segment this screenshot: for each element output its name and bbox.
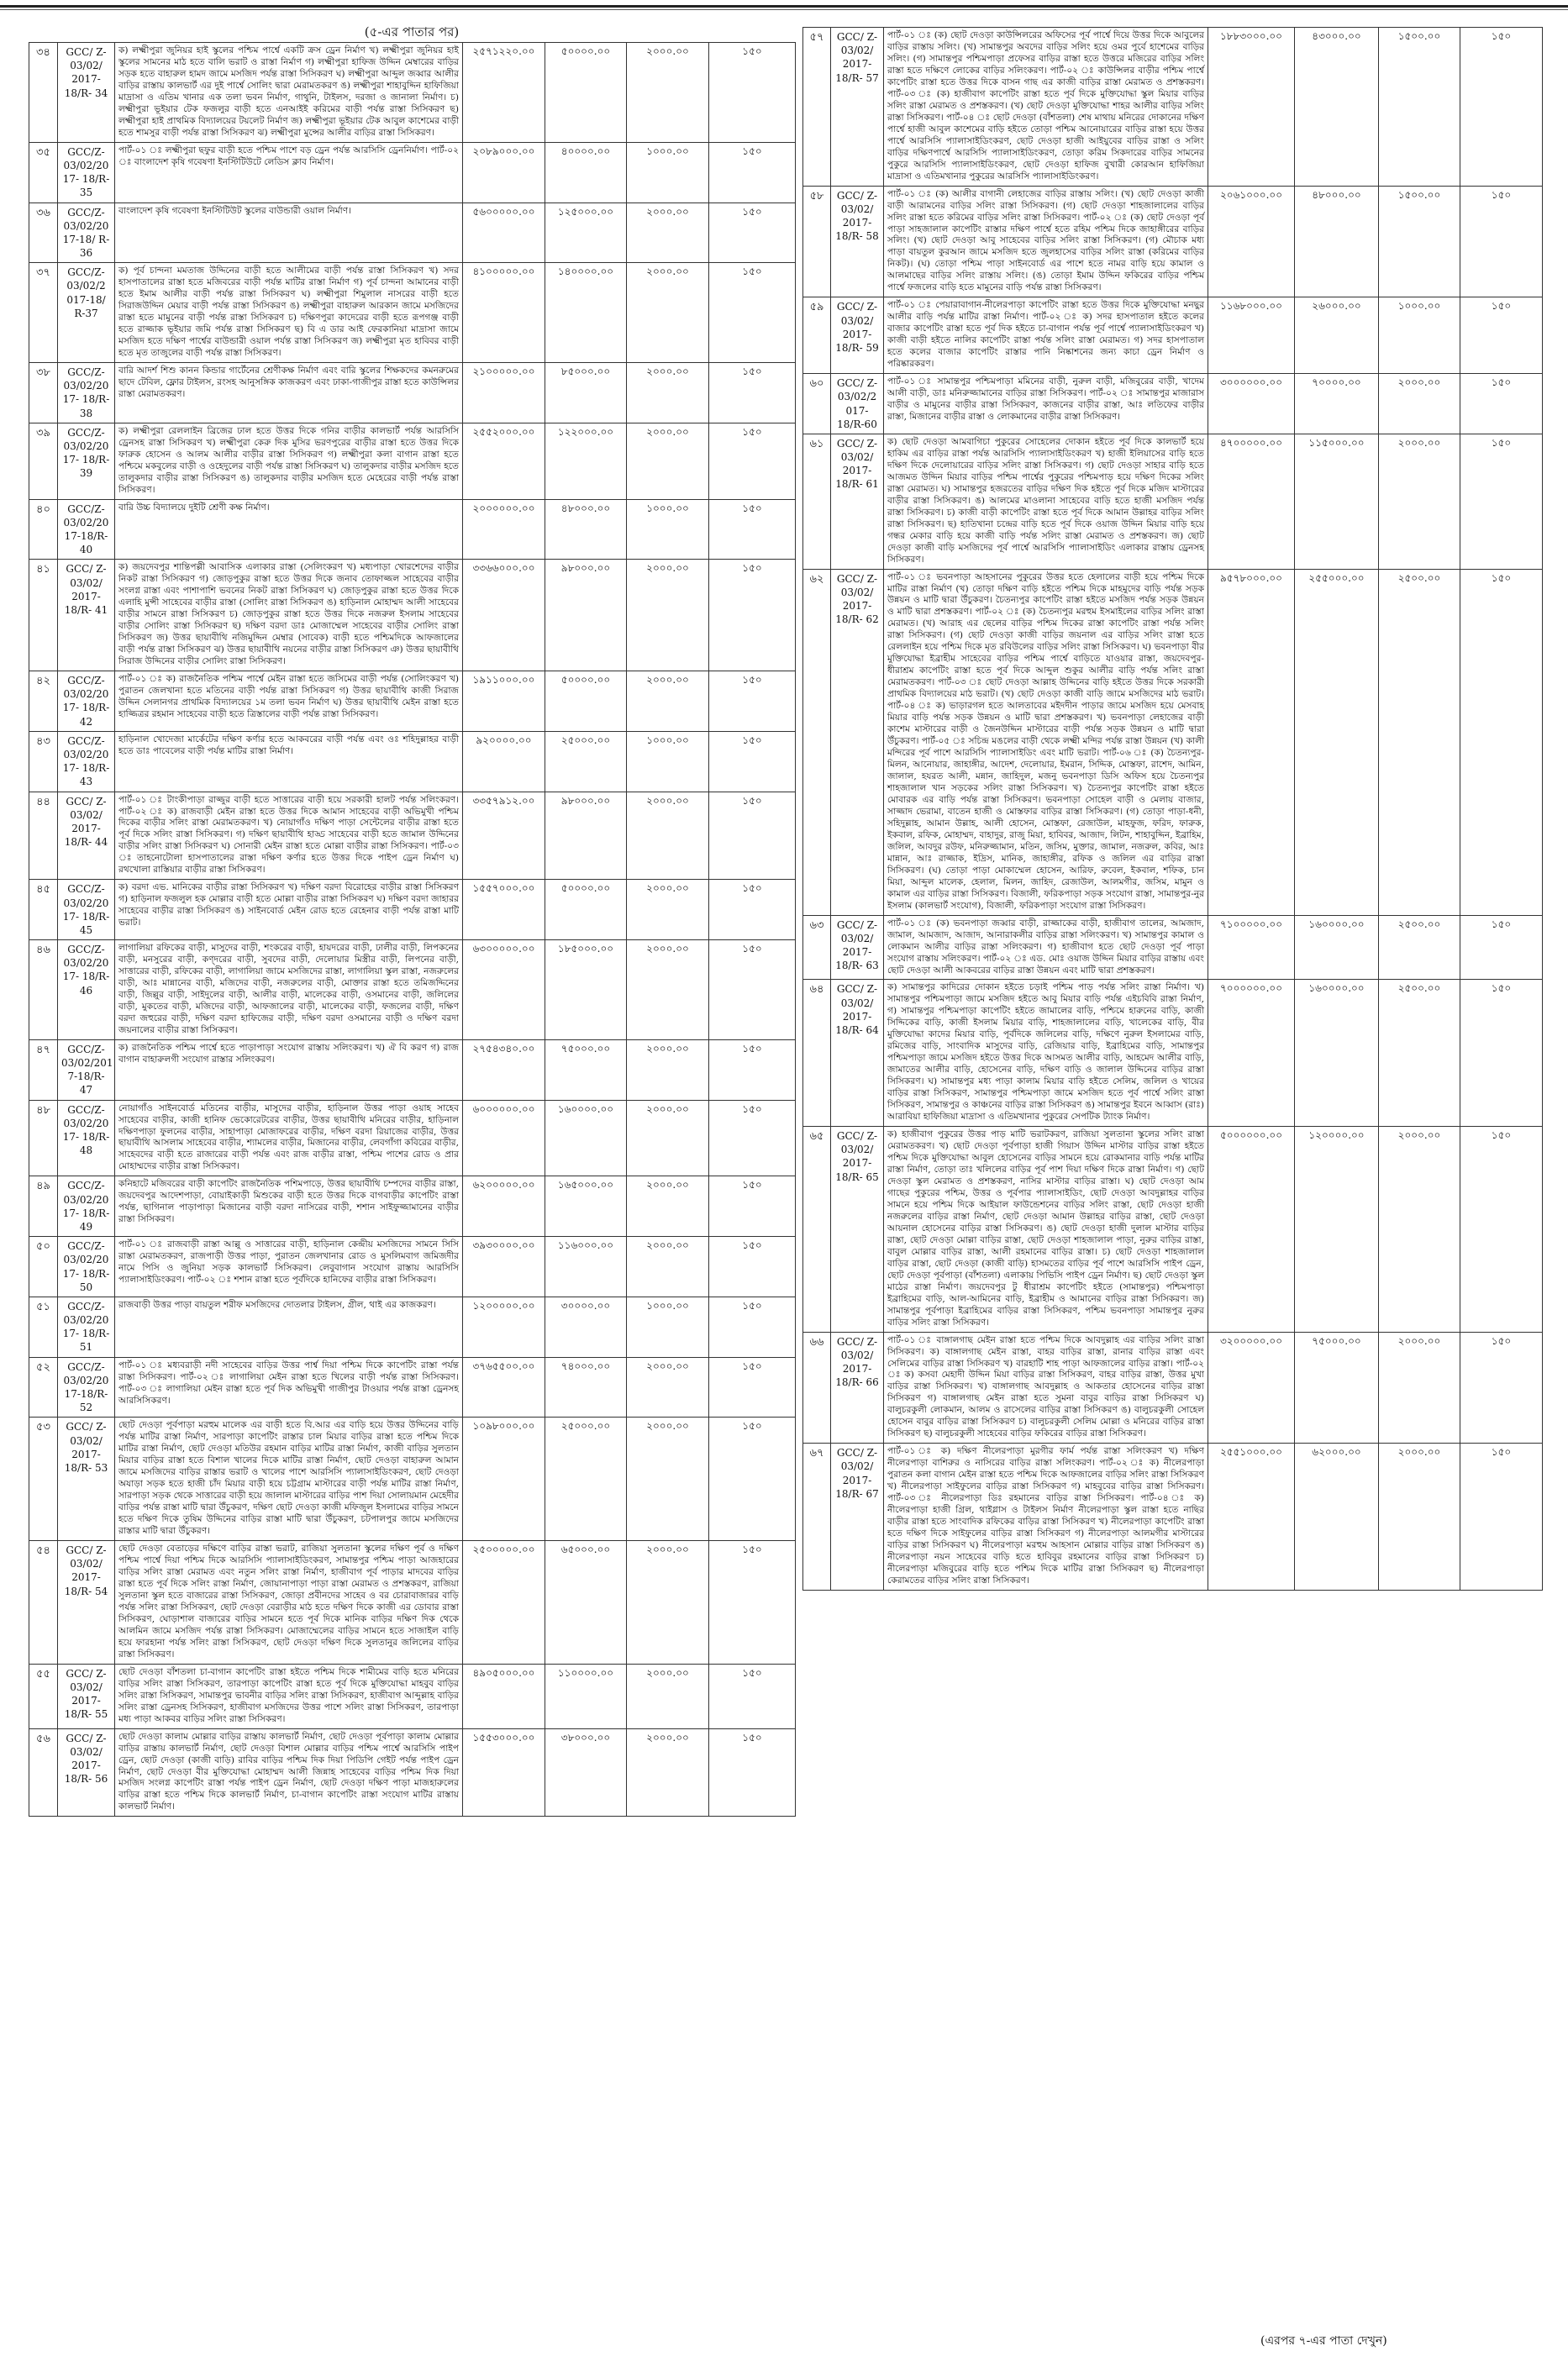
row-number: ৪১ [29, 560, 58, 671]
work-description: পার্ট-০১ ঃ মধ্যবরাড়ী নদী সাহেবের বাড়ির উত্তর পার্শ্ব দিয়া পশ্চিম দিকে কাপেটিং রাস্তা পর্যন্ত রাস্তা সিসিকরণ। পার্ট-০২ ঃ লাগালিয়া মেইন রাস্তা হতে খিলের বাড়ী পর্যন্ত রাস্তা সিসিকরণ। পার্ট-০৩ ঃ লাগালিয়া মেইন রাস্তা হতে পূর্ব দিক অভিমুখী গাজীপুর টাওয়ার পর্যন্ত রাস্তা ড্রেনসহ আরসিসিকরণ। [115, 1357, 463, 1418]
package-code: GCC/Z- 03/02/20 17- 18/R-38 [58, 363, 115, 423]
document-price: ২০০০.০০ [627, 792, 709, 880]
package-code: GCC/ Z- 03/02/ 2017- 18/R- 55 [58, 1664, 115, 1728]
package-code: GCC/Z- 03/02/20 17- 18/R-43 [58, 731, 115, 792]
document-price: ১০০০.০০ [627, 499, 709, 560]
table-row [29, 1541, 796, 1665]
estimated-cost: ৩৯৩০০০০.০০ [463, 1237, 545, 1297]
estimated-cost: ২৫৫১০০০.০০ [1208, 1444, 1295, 1591]
tender-security: ৯৮০০০.০০ [545, 792, 627, 880]
completion-days: ১৫০ [1460, 1444, 1543, 1591]
work-description: বারি আদর্শ শিশু কানন কিন্ডার গার্টেনের শ্রেণীকক্ষ নির্মাণ এবং বারি স্কুলের শিক্ষকদের কমনরুমের ছাদে টেবিল, ফ্লোর টাইলস, রংসহ আনুসঙ্গিক কাজকরণ এবং ঢাকা-গাজীপুর রাস্তা হতে কাউন্সিলর রাস্তা মেরামতকরণ। [115, 363, 463, 423]
tender-table-left [29, 42, 796, 1817]
tender-security: ৫০০০০.০০ [545, 43, 627, 143]
row-number: ৫৯ [803, 297, 831, 374]
package-code: GCC/Z- 03/02/201 7-18/R-47 [58, 1039, 115, 1100]
tender-security: ৩৮০০০.০০ [545, 1728, 627, 1817]
table-row [29, 792, 796, 880]
tender-security: ১২৫০০০.০০ [545, 203, 627, 263]
tender-security: ৭৫০০০.০০ [1295, 1332, 1379, 1444]
estimated-cost: ৩৩৫৭৯১২.০০ [463, 792, 545, 880]
work-description: ছোট দেওড়া বাঁশতলা চা-বাগান কাপেটিং রাস্তা হইতে পশ্চিম দিকে শামীমের বাড়ি হতে মনিরের বাড়ির সলিং রাস্তা সিসিকরণ, তারপাড়া কাপেটিং রাস্তা হতে পূর্ব দিকে মুক্তিযোদ্ধা মাহবুব বাড়ির সলিং রাস্তা সিসিকরণ, সামান্তপুর ভাবনীর বাড়ির সলিং রাস্তা সিসিকরণ, হাজীবাগ আব্দুল্লাহ বাড়ির সলিং রাস্তা ড্রেনসহ সিসিকরণ, হাজীবাগ মসজিদের উত্তর পাশে সলিং রাস্তা সিসিকরণ, তারপাড়া মধ্য পাড়া আকবর বাড়ির সলিং রাস্তা সিসিকরণ। [115, 1664, 463, 1728]
work-description: ক) সামান্তপুর কাদিরের দোকান হইতে চড়াই পশ্চিম পাড় পর্যন্ত সলিং রাস্তা নির্মাণ। খ) সামান্তপুর পশ্চিমপাড়া জামে মসজিদ হইতে আবু মিয়ার বাড়ি পর্যন্ত এইচবিবি রাস্তা নির্মাণ, গ) সামান্তপুর পশ্চিমপাড়া কাপেটিং হইতে জামালের বাড়ি, পশ্চিমে হারুনের বাড়ি, কাজী সিদ্দিকের বাড়ি, কাজী ইসলাম মিয়ার বাড়ি, শাহজালালের বাড়ি, খালেকের বাড়ি, বীর মুক্তিযোদ্ধা কাদের মিয়ার বাড়ি, পূর্বদিকে জলিলের বাড়ি, দক্ষিণে নুরুল ইসলামের বাড়ি, রমিজের বাড়ি, সাংবাদিক মাসুদের বাড়ি, রেজিয়ার বাড়ি, ইব্রাহিমের বাড়ি, সামান্তপুর পশ্চিমপাড়া জামে মসজিদ হইতে উত্তর দিকে আসমত আলীর বাড়ি, আহমেদ আলীর বাড়ি, জামাতের আলীর বাড়ি, হোসেনের বাড়ি, দক্ষিণ বাড়ি ও জালাল উদ্দিনের বাড়ির রাস্তা সিসিকরণ। ঘ) সামান্তপুর মধ্য পাড়া কালাম মিয়ার বাড়ি হইতে সেলিম, জলিল ও খায়ের বাড়ির রাস্তা সিসিকরণ, সামান্তপুর পশ্চিমপাড়া জামে মসজিদ হতে পূর্ব পার্শ্বে সলিং রাস্তা সিসিকরণ, সামান্তপুর ও কাঞ্চনের বাড়ির রাস্তা সিসিকরণ ঙ) সামান্তপুর ইবনে আব্বাস (রাঃ) আরাবিয়া হাফিজিয়া মাদ্রাসা ও এতিমখানার পুকুরের সেপটিক ট্যাংক নির্মাণ। [884, 980, 1208, 1127]
work-description: ক) লক্ষ্মীপুরা রেললাইন ব্রিজের ঢাল হতে উত্তর দিকে গনির বাড়ীর কালভার্ট পর্যন্ত আরসিসি ড্রেনসহ রাস্তা সিসিকরণ খ) লক্ষ্মীপুরা কেরু দিক মুসির ভরণপুরের বাড়ীর রাস্তা হতে উত্তর দিকে ফারুক হোসেন ও আলম আলীর বাড়ীর রাস্তা সিসিকরণ গ) লক্ষ্মীপুরা কলা বাগান রাস্তা হতে পশ্চিমে মকবুলের বাড়ী ও ওহেদুলের বাড়ী পর্যন্ত রাস্তা সিসিকরণ ঘ) তালুকদার বাড়ীর মসজিদ হতে তালুকদার বাড়ীর রাস্তা সিসিকরণ ঙ) তালুকদার বাড়ীর মসজিদ হতে মেহেরের বাড়ী পর্যন্ত রাস্তা সিসিকরণ। [115, 423, 463, 499]
estimated-cost: ৪৯০৫০০০.০০ [463, 1664, 545, 1728]
row-number: ৬০ [803, 374, 831, 434]
package-code: GCC/Z- 03/02/20 17- 18/R-48 [58, 1100, 115, 1176]
table-row [803, 297, 1543, 374]
completion-days: ১৫০ [709, 671, 796, 732]
row-number: ৩৬ [29, 203, 58, 263]
table-row [803, 569, 1543, 915]
package-code: GCC/ Z- 03/02/ 2017- 18/R- 54 [58, 1541, 115, 1665]
estimated-cost: ৭০০০০০০.০০ [1208, 980, 1295, 1127]
work-description: ক) রাজনৈতিক পশ্চিম পার্শ্বে হতে পাড়াপাড়া সংযোগ রাস্তায় সলিংকরণ। খ) ঐ বি করণ গ) রাজ বাগান বাহারুলগী সংযোগ রাস্তার সলিংকরণ। [115, 1039, 463, 1100]
tender-security: ২৫৫০০০.০০ [1295, 569, 1379, 915]
tender-security: ১১৬০০০.০০ [545, 1237, 627, 1297]
document-price: ২০০০.০০ [627, 940, 709, 1040]
document-price: ১০০০.০০ [627, 1297, 709, 1357]
estimated-cost: ৪৭০০০০০.০০ [1208, 434, 1295, 569]
completion-days: ১৫০ [709, 1357, 796, 1418]
work-description: পার্ট-০১ ঃ সামান্তপুর পশ্চিমপাড়া মমিনের বাড়ী, নুরুল বাড়ী, মজিবুরের বাড়ী, খাদেম আলী বাড়ী, ডাঃ মনিরুজ্জামানের বাড়ির রাস্তা সিসিকরণ। পার্ট-০২ ঃ সামান্তপুর মাজারাস বাড়ীর ও মামুনের বাড়ীর রাস্তা সিসিকরণ, কাজনের বাড়ীর রাস্তা, আঃ লতিফের বাড়ীর রাস্তা, মিজানের বাড়ীর রাস্তা ও লোকমানের বাড়ীর রাস্তা সিসিকরণ। [884, 374, 1208, 434]
row-number: ৬২ [803, 569, 831, 915]
row-number: ৪২ [29, 671, 58, 732]
completion-days: ১৫০ [709, 423, 796, 499]
document-price: ১০০০.০০ [1379, 297, 1460, 374]
table-row [29, 1297, 796, 1357]
document-price: ২০০০.০০ [627, 203, 709, 263]
estimated-cost: ২৫০০০০০.০০ [463, 1541, 545, 1665]
completion-days: ১৫০ [1460, 915, 1543, 980]
work-description: ক) লক্ষ্মীপুরা জুনিয়র হাই স্কুলের পশ্চিম পার্শ্বে একটি ক্রস ড্রেন নির্মাণ খ) লক্ষ্মীপুরা জুনিয়র হাই স্কুলের সামনের মাঠ হতে বালি ভরাট ও রাস্তা নির্মাণ গ) লক্ষ্মীপুরা হাফিজ উদ্দিন মেম্বারের বাড়ির সড়ক হতে বাহারুল হামদ জামে মসজিদ পর্যন্ত রাস্তা সিসিকরণ ঘ) লক্ষ্মীপুরা আব্দুল জব্বার আলীর বাড়ির রাস্তায় কালভার্ট এর দুই পার্শ্বে সোলিং দ্বারা মেরামতকরণ ঙ) লক্ষ্মীপুরা শাহাবুদ্দিন হাফিজিয়া মাদ্রাসা ও এতিম খানার এক তলা ভবন নির্মাণ, গাথুনি, টাইলস, দরজা ও জানালা নির্মাণ। চ) লক্ষ্মীপুরা ভূইয়ার টেক ফজলুর বাড়ী হতে এনআইই করিমের বাড়ী পর্যন্ত রাস্তা সিসিকরণ ছ) লক্ষ্মীপুরা হাই প্রাথমিক বিদ্যালয়ের টয়লেট নির্মাণ জ) লক্ষ্মীপুরা ভূইয়ার টেক আবুল কাশেমের বাড়ী হতে শামসুর বাড়ী পর্যন্ত রাস্তা সিসিকরণ ঝ) লক্ষ্মীপুরা মুন্সের আলীর বাড়ির রাস্তা সিসিকরণ। [115, 43, 463, 143]
package-code: GCC/Z- 03/02/20 17- 18/R-42 [58, 671, 115, 732]
completion-days: ১৫০ [709, 263, 796, 363]
table-row [803, 1444, 1543, 1591]
completion-days: ১৫০ [709, 731, 796, 792]
table-row [29, 1176, 796, 1237]
table-row [29, 1100, 796, 1176]
work-description: পার্ট-০১ ঃ টাংকীপাড়া রাজ্জুর বাড়ী হতে সাত্তারের বাড়ী হয়ে সরকারী হালট পর্যন্ত সলিংকরণ। পার্ট-০২ ঃ ক) রাজবাড়ী মেইন রাস্তা হতে উত্তর দিকে আমান সাহেবের বাড়ী অভিমুখী পশ্চিম দিকের বাড়ীর সলিং রাস্তা মেরামতকরণ। খ) নোয়াগাঁও দক্ষিণ পাড়া সেন্টেলের বাড়ীর রাস্তা হতে পূর্ব দিকে সলিং রাস্তা সিসিকরণ। গ) দক্ষিণ ছায়াবীথি হাড্ড সাহেবের বাড়ী হতে জামাল উদ্দিনের বাড়ীর সলিং রাস্তা সিসিকরণ ঘ) সোনারী মেইন রাস্তা হতে মোল্লা বাড়ীর রাস্তা সিসিকরণ। পার্ট-০৩ ঃ তাহনোটোলা হাসপাতালের রাস্তা দক্ষিণ কর্ণার হতে উত্তর দিকে পাইপ ড্রেন নির্মাণ ঘ) রথখোলা রাস্তিয়ার বাড়ীর রাস্তা সিসিকরণ। [115, 792, 463, 880]
row-number: ৫৩ [29, 1418, 58, 1541]
tender-security: ১৪০০০০.০০ [545, 263, 627, 363]
table-row [29, 499, 796, 560]
completion-days: ১৫০ [1460, 1127, 1543, 1332]
row-number: ৩৮ [29, 363, 58, 423]
document-price: ২০০০.০০ [1379, 1332, 1460, 1444]
work-description: ক) পূর্ব চান্দনা মমতাজ উদ্দিনের বাড়ী হতে আলীমের বাড়ী পর্যন্ত রাস্তা সিসিকরণ খ) সদর হাসপাতালের রাস্তা হতে মজিবরের বাড়ী পর্যন্ত মাটির রাস্তা নির্মাণ গ) পূর্ব চান্দনা আমানের বাড়ী হতে ইমাম আলীর বাড়ী পর্যন্ত রাস্তা সিসিকরণ ঘ) লক্ষ্মীপুরা শিমুলাল নাসরের বাড়ী হতে সিরাজউদ্দিন মেয়ার বাড়ী পর্যন্ত রাস্তা সিসিকরণ ঙ) লক্ষ্মীপুরা বাহারুল আরকান জামে মসজিদের রাস্তা হতে মামুনের বাড়ী পর্যন্ত রাস্তা সিসিকরণ চ) দক্ষিণপুরা কাদেরের বাড়ী হতে রূপগঞ্জ বাড়ী হতে রাজ্জাক ভূইয়ার জমি পর্যন্ত রাস্তা সিসিকরণ ছ) বি এ ডার আই ফেরকানিয়া মাদ্রাসা জামে মসজিদ হতে দক্ষিণ পার্শ্বের বাউন্ডারী ওয়াল পর্যন্ত রাস্তা সিসিকরণ জ) লক্ষ্মীপুরা মৃত হাবিবর বাড়ী হতে মৃত তাজুলের বাড়ী পর্যন্ত রাস্তা সিসিকরণ। [115, 263, 463, 363]
tender-table-right-body [803, 28, 1543, 1591]
work-description: পার্ট-০১ ঃ লক্ষ্মীপুরা ছফুর বাড়ী হতে পশ্চিম পাশে বড় ড্রেন পর্যন্ত আরসিসি ড্রেননির্মাণ। পার্ট-০২ ঃ বাংলাদেশ কৃষি গবেষণা ইনস্টিটিউটে লেডিস ক্লাব নির্মাণ। [115, 142, 463, 203]
document-price: ২০০০.০০ [627, 363, 709, 423]
estimated-cost: ৫০০০০০০.০০ [1208, 1127, 1295, 1332]
row-number: ৩৪ [29, 43, 58, 143]
estimated-cost: ২০৮৯০০০.০০ [463, 142, 545, 203]
tender-security: ৮৫০০০.০০ [545, 363, 627, 423]
work-description: পার্ট-০১ ঃ বাঙ্গালগাছ মেইন রাস্তা হতে পশ্চিম দিকে আবদুল্লাহ এর বাড়ির সলিং রাস্তা সিসিকরণ। ক) বাঙ্গালগাছ মেইন রাস্তা, বাহর বাড়ির রাস্তা, রানার বাড়ির রাস্তা এবং সেলিমের বাড়ির রাস্তা সিসিকরণ খ) বারহাটি শাহ পাড়া আফজালের বাড়ির রাস্তা। পার্ট-০২ ঃ ক) কসবা মেহাদী উদ্দিন মিয়া বাড়ির রাস্তা সিসিকরণ, বাহর বাড়ির রাস্তা, উত্তর মুখা বাড়ির রাস্তা সিসিকরণ। খ) বাঙ্গালগাছ আবদুল্লাহ ও আকতার হোসেনের বাড়ির রাস্তা সিসিকরণ গ) বাঙ্গালগাছ মেইন রাস্তা হতে সুমনা বাবুর বাড়ির রাস্তা সিসিকরণ ঘ) বালুচরকুলী লোকমান, আলম ও রাসেলের বাড়ির রাস্তা সিসিকরণ ঙ) বালুচরকুলী সোহেল হোসেন বাবুর বাড়ির রাস্তা সিসিকরণ চ) বালুচরকুলী সেলিম মোল্লা ও মনিরের বাড়ির রাস্তা সিসিকরণ ছ) বালুচরকুলী সাহেবের বাড়ির ফকিরের বাড়ির রাস্তা সিসিকরণ। [884, 1332, 1208, 1444]
estimated-cost: ৯২০০০০.০০ [463, 731, 545, 792]
tender-security: ১৬০০০০.০০ [1295, 915, 1379, 980]
tender-security: ৯৮০০০.০০ [545, 560, 627, 671]
row-number: ৪৫ [29, 880, 58, 940]
row-number: ৬১ [803, 434, 831, 569]
tender-security: ২৫০০০.০০ [545, 1418, 627, 1541]
document-price: ২০০০.০০ [1379, 1444, 1460, 1591]
package-code: GCC/ Z- 03/02/ 2017- 18/R- 61 [831, 434, 884, 569]
completion-days: ১৫০ [1460, 28, 1543, 187]
package-code: GCC/ Z- 03/02/ 2017- 18/R- 64 [831, 980, 884, 1127]
estimated-cost: ১১৬৮০০০.০০ [1208, 297, 1295, 374]
package-code: GCC/ Z- 03/02/ 2017- 18/R- 57 [831, 28, 884, 187]
estimated-cost: ৬৩০০০০০.০০ [463, 940, 545, 1040]
package-code: GCC/ Z- 03/02/ 2017- 18/R- 41 [58, 560, 115, 671]
row-number: ৫৭ [803, 28, 831, 187]
work-description: রাজবাড়ী উত্তর পাড়া বায়তুল শরীফ মসজিদের দোতলার টাইলস, গ্রীল, থাই এর কাজকরণ। [115, 1297, 463, 1357]
table-row [29, 1039, 796, 1100]
work-description: লাগালিয়া রফিকের বাড়ী, মাসুদের বাড়ী, শংকরের বাড়ী, হায়দরের বাড়ী, ঢালীর বাড়ী, লিপকনের বাড়ী, মনসুরের বাড়ী, কণ্দরের বাড়ী, সুবদের বাড়ী, দেলোয়ার মিস্ত্রীর বাড়ী, লিপনের বাড়ী, সাত্তারের বাড়ী, রফিকের বাড়ী, লাগালিয়া জামে মসজিদের রাস্তা, লাগালিয়া স্কুল রাস্তা, নজরুলের বাড়ী, আঃ মান্নানের বাড়ী, মজিদের বাড়ী, নজরুলের বাড়ী, মোক্তার রাস্তা হতে তমিজদ্দিনের বাড়ী, জিল্লুর বাড়ী, সাইদুলের বাড়ী, আলীর বাড়ী, মালেকের বাড়ী, ওসমানের বাড়ী, জলিলের বাড়ী, মুকতের বাড়ী, মজিদের বাড়ী, আফজালের বাড়ী, মালেকের বাড়ী, ফজলের বাড়ী, দক্ষিণ বরদা জহুরের বাড়ী, দক্ষিণ বরদা হাফিজের বাড়ী, দক্ষিণ বরদা ওসমানের বাড়ী ও দক্ষিণ বরদা জয়নালের বাড়ীর রাস্তা সিসিকরণ। [115, 940, 463, 1040]
work-description: ছোট দেওড়া কালাম মোল্লার বাড়ির রাস্তায় কালভার্ট নির্মাণ, ছোট দেওড়া পূর্বপাড়া কালাম মোল্লার বাড়ির রাস্তায় কালভার্ট নির্মাণ, ছোট দেওড়া বিশাল মোল্লার বাড়ির পশ্চিম পার্শ্বে আরসিসি পাইপ ড্রেন, ছোট দেওড়া (কাজী বাড়ি) রাবির বাড়ির পশ্চিম দিক দিয়া পিডিপি গেইট পর্যন্ত পাইপ ড্রেন নির্মাণ, ছোট দেওড়া বীর মুক্তিযোদ্ধা মোহাম্মদ আলী জিন্নাহ সাহেবের বাড়ির পশ্চিম দিক দিয়া মসজিদ সংলগ্ন কাপেটিং রাস্তা পর্যন্ত পাইপ ড্রেন নির্মাণ, ছোট দেওড়া দক্ষিণ পাড়া মাজহারুলের বাড়ির রাস্তা হতে পশ্চিম দিকে কালভার্ট নির্মাণ, চা-বাগান কাপেটিং রাস্তা সংযোগ মাটির রাস্তায় কালভার্ট নির্মাণ। [115, 1728, 463, 1817]
package-code: GCC/Z- 03/02/2 017-18/ R-37 [58, 263, 115, 363]
estimated-cost: ৩৭৬৫৫০০.০০ [463, 1357, 545, 1418]
completion-days: ১৫০ [709, 880, 796, 940]
table-row [29, 940, 796, 1040]
completion-days: ১৫০ [1460, 434, 1543, 569]
tender-security: ১২০০০০.০০ [1295, 1127, 1379, 1332]
document-price: ২০০০.০০ [627, 1357, 709, 1418]
document-price: ২০০০.০০ [627, 671, 709, 732]
work-description: ক) ছোট দেওড়া আমবাগিচা পুকুরের সোহেলের দোকান হইতে পূর্ব দিকে কালভার্ট হয়ে হাকিম এর বাড়ির রাস্তা পর্যন্ত আরসিসি প্যালাসাইডিংকরণ খ) হাজী ইলিয়াসের বাড়ি হতে দক্ষিণ দিকে দেলোয়ারের বাড়ির সলিং রাস্তা সিসিকরণ। গ) ছোট দেওড়া সাহার বাড়ি হতে আজমত উদ্দিন মিয়ার বাড়ির পশ্চিম পার্শ্বের পুকুরের পশ্চিমপাড় হয়ে দক্ষিণ দিকের সলিং রাস্তা মেরামত। ঘ) সামান্তপুর হজরতের বাড়ির দক্ষিণ দিক হইতে পূর্ব দিকে মজিদ মাস্টারের বাড়ীর রাস্তা সিসিকরণ। ঙ) আলমের মাওলানা সাহেবের বাড়ি হতে হাজী মসজিদ পর্যন্ত রাস্তা সিসিকরণ। চ) কাজী বাড়ী কাপেটিং রাস্তা হতে পূর্ব দিকে আমান উল্লাহর বাড়ির সলিং রাস্তা সিসিকরণ। ছ) হাতিখানা চন্দ্রের বাড়ি হতে পূর্ব দিকে ওয়াজ উদ্দিন মিয়ার বাড়ি হয়ে গন্ধর মেকার বাড়ি হয়ে কাজী বাড়ি পর্যন্ত সলিং রাস্তা মেরামত ও প্রশস্তকরণ। জ) ছোট দেওড়া কাজী বাড়ি মসজিদের পূর্ব পার্শ্বে আরসিসি প্যালাসাইডিং এলাকার রাস্তায় ড্রেনসহ সিসিকরণ। [884, 434, 1208, 569]
work-description: ক) হাজীবাগ পুকুরের উত্তর পাড় মাটি ভরাটকরণ, রাজিয়া সুলতানা স্কুলের সলিং রাস্তা মেরামতকরণ। খ) ছোট দেওড়া পূর্বপাড়া হাজী গিয়াস উদ্দিন মাস্টার বাড়ির রাস্তা হইতে পশ্চিম দিকে মুক্তিযোদ্ধা আবুল হোসেনের বাড়ির সামনে হয়ে রোকমানার বাড়ি পর্যন্ত মাটির রাস্তা নির্মাণ, তোড়া তাঃ খলিলের বাড়ির পূর্ব পাশ দিয়া দক্ষিণ দিকে রাস্তা নির্মাণ। গ) ছোট দেওড়া স্কুল মেরামত ও প্রশস্তকরণ, নাসির মাস্টার বাড়ির রাস্তা। ঘ) ছোট দেওড়া আম গাছের পুকুরের পশ্চিম, উত্তর ও পূর্বপার প্যালাসাইডিং, ছোট দেওড়া আবদুল্লাহর বাড়ির সামনে হয়ে পশ্চিম দিকে আইয়াল ফাউন্ডেশনের বাড়ির সলিং রাস্তা, ছোট দেওড়া হাজী নজরুলের বাড়ির রাস্তা নির্মাণ, ছোট দেওড়া আমান উল্লাহর বাড়ির রাস্তা, ছোট দেওড়া আয়নাল হোসেনের বাড়ির রাস্তা সিসিকরণ। ঙ) ছোট দেওড়া হাজী দুলাল মাস্টার বাড়ির রাস্তা, ছোট দেওড়া মোল্লা বাড়ির রাস্তা, ছোট দেওড়া শাহজালাল পাড়া, নুরুর বাড়ির রাস্তা, বাবুল মোল্লার বাড়ির রাস্তা, আলী রহমানের বাড়ির রাস্তা। চ) ছোট দেওড়া শাহজালাল বাড়ির রাস্তা, ছোট দেওড়া (কাজী বাড়ি) হাসমতের বাড়ির পূর্ব পাশে আরসিসি পাইপ ড্রেন, ছোট দেওড়া পূর্বপাড়া (বাঁশতলা) এলাকায় পিভিসি পাইপ ড্রেন নির্মাণ। ছ) ছোট দেওড়া স্কুল মাঠের রাস্তা নির্মাণ। জয়দেবপুর টু ধীরাশ্রম কাপেটিং হইতে (সামান্তপুর) পশ্চিমপাড়া ইব্রাহিমের বাড়ি, আল-আমিনের বাড়ি, ইব্রাহীম ও আমানের বাড়ির রাস্তা সিসিকরণ। জ) সামান্তপুর পূর্বপাড়া ইব্রাহিমের বাড়ির রাস্তা সিসিকরণ, পশ্চিম ভবনপাড়া সামান্তপুর নুরুর বাড়ির সলিং রাস্তা সিসিকরণ। [884, 1127, 1208, 1332]
table-row [29, 1728, 796, 1817]
row-number: ৪৪ [29, 792, 58, 880]
package-code: GCC/Z- 03/02/20 17- 18/R- 46 [58, 940, 115, 1040]
package-code: GCC/Z- 03/02/20 17- 18/R-51 [58, 1297, 115, 1357]
table-row [29, 263, 796, 363]
work-description: পার্ট-০১ ঃ (ক) আলীর বাগানী লেহাজের বাড়ির রাস্তায় সলিং। (খ) ছোট দেওড়া কাজী বাড়ী আরামনের বাড়ির সলিং রাস্তা সিসিকরণ। (গ) ছোট দেওড়া শাহজালালের বাড়ির সলিং রাস্তা হতে করিমের বাড়ির সলিং রাস্তা সিসিকরণ। পার্ট-০২ ঃ (ক) ছোট দেওড়া পূর্ব পাড়া সাহজালাল কাপেটিং রাস্তার দক্ষিণ পার্শ্বে হতে রহিম পশ্চিম দিকে জাহাঙ্গীরের বাড়ির সলিং। (খ) ছোট দেওড়া আবু সাহেবের বাড়ির সলিং রাস্তা সিসিকরণ। (গ) মৌচাক মধ্য পাড়া বায়তুল কুরআন জামে মসজিদ হতে জুলহাসের বাড়ির সলিং রাস্তা (করিমের বাড়ির নিকট)। (ঘ) তোড়া পশ্চিম পাড়া সাইনবোর্ড এর পাশে হতে নামর বাড়ি হয়ে কামাল ও আলমাছের বাড়ির সলিং রাস্তায় সলিং। (ঙ) তোড়া ইমাম উদ্দিন ফকিরের বাড়ির পশ্চিম পার্শ্বে ফজলের বাড়ি হতে মামুনের বাড়ি পর্যন্ত রাস্তা সিসিকরণ। [884, 186, 1208, 297]
tender-security: ১১৫০০০.০০ [1295, 434, 1379, 569]
work-description: পার্ট-০১ ঃ ভবনপাড়া আহসানের পুকুরের উত্তর হতে হেলালের বাড়ী হয়ে পশ্চিম দিকে মাটির রাস্তা নির্মাণ (খ) তোড়া দক্ষিণ বাড়ি হইতে পশ্চিম দিকে মাহমুদের বাড়ি পর্যন্ত সড়ক উন্নয়ন ও মাটি দ্বারা উঁচুকরণ। চৈতন্যপুর কাপেটিং রাস্তা হইতে মসজিদ পর্যন্ত সড়ক উন্নয়ন ও মাটি দ্বারা প্রশস্তকরণ। পার্ট-০২ ঃ (ক) চৈতন্যপুর মরহুম ইসমাইলের বাড়ির সলিং রাস্তা মেরামত। (খ) আরাহ এর ছেলের বাড়ির পশ্চিম দিকের রাস্তা কাপেটিং রাস্তা পর্যন্ত সলিং রাস্তা সিসিকরণ। (গ) ছোট দেওড়া কাজী বাড়ির জয়নাল এর বাড়ির সলিং রাস্তা হতে রেললাইন হয়ে পশ্চিম দিকে মৃত রবিউলের বাড়ির সলিং রাস্তা সিসিকরণ। ঘ) ভবনপাড়া বীর মুক্তিযোদ্ধা ইব্রাহীম সাহেবের বাড়ির পশ্চিম পার্শ্বে বাড়িতে যাওয়ার রাস্তা, জয়দেবপুর-ধীরাশ্রম কাপেটিং রাস্তা হতে পূর্ব দিকে আব্দুল শুকুর আলীর বাড়ি পর্যন্ত সলিং রাস্তা মেরামতকরণ। পার্ট-০৩ ঃ ছোট দেওড়া আল্লাহ উদ্দিনের বাড়ি হইতে উত্তর দিকে সরকারী প্রাথমিক বিদ্যালয়ের মাঠ ভরাট। (খ) ছোট দেওড়া কাজী বাড়ি জামে মসজিদের মাঠ ভরাট। পার্ট-০৪ ঃ ক) ভাড়ারগল হতে আলতাবের মইদদীন পাড়ার জামে মসজিদ হয়ে মেসবাহ মিয়ার বাড়ি পর্যন্ত সড়ক উন্নয়ন ও মাটি দ্বারা প্রশস্তকরণ। খ) ভবনপাড়া লেহাজের বাড়ী কাশেম মাস্টারের বাড়ী ও জৈনউদ্দিন মাস্টারের বাড়ী পর্যন্ত সড়ক উন্নয়ন ও মাটি দ্বারা উঁচুকরণ। পার্ট-০৫ ঃ সচিন্দ্র মঙলের বাড়ী থেকে লক্ষ্মী মন্দির পর্যন্ত রাস্তা উন্নয়ন (খ) কালী মন্দিরের পূর্ব পাশে আরসিসি প্যালাসাইডিং এবং মাটি ভরাট। পার্ট-০৬ ঃ (ক) চৈতন্যপুর-মিলন, আনোয়ার, জাহাঙ্গীর, আদেশ, দেলোয়ার, ইমরান, সিদ্দিক, মোস্তফা, রাশেদ, আমিন, জালাল, হযরত আলী, মন্নান, জাহিদুল, মজনু ভবনপাড়া ডিসি অফিস হয়ে চৈতন্যপুর শাহজালাল খান সড়কের সলিং রাস্তা সিসিকরণ। খ) চৈতন্যপুর কাপেটিং রাস্তা হইতে মোবারক এর বাড়ি পর্যন্ত রাস্তা সিসিকরণ। ভবনপাড়া সোহেল বাড়ী ও মেলায় বাজার, সাজ্জাদ ভেরামা, বাতেন হাজী ও মোস্তফার বাড়ির রাস্তা সিসিকরণ। (গ) তোড়া পাড়া-ধনী, সহিদুল্লাহ, আমান উল্লাহ, আলী হোসেন, মোস্তফা, রেজাউল, মাহফুজ, ফরিদ, ফারুক, ইকবাল, রফিক, মোহাম্মদ, বাহাদুর, রাজু মিয়া, হাবিবর, আজাদ, লিটন, শাহাবুদ্দিন, ইব্রাহিম, জলিল, আবদুর রউফ, মনিরুজ্জামান, মতিন, জসিম, মুক্তার, জামাল, নজরুল, কবির, আঃ মান্নান, আঃ রাজ্জাক, ইদ্রিস, মানিক, জাহাঙ্গীর, রফিক ও জলিল এর বাড়ির রাস্তা সিসিকরণ। (ঘ) তোড়া পাড়া মোকাম্মেল হোসেন, আরিফ, রুবেল, ইকবাল, শফিক, চান মিয়া, আব্দুল মালেক, হেলাল, মিলন, জাহিদ, রেজাউল, আলমগীর, জসিম, মামুন ও কামাল এর বাড়ির রাস্তা সিসিকরণ। বিজালী, ফরিকপাড়া সড়ক সংযোগ রাস্তা, সামান্তপুর-নুর ইসলাম (কালভার্ট সংযোগ), বিজালী, ফরিকপাড়া সংযোগ রাস্তা সিসিকরণ। [884, 569, 1208, 915]
completion-days: ১৫০ [1460, 569, 1543, 915]
completion-days: ১৫০ [709, 1100, 796, 1176]
estimated-cost: ২৭৫৪৩৪০.০০ [463, 1039, 545, 1100]
table-row [29, 1418, 796, 1541]
completion-days: ১৫০ [709, 792, 796, 880]
table-row [29, 43, 796, 143]
document-price: ১০০০.০০ [627, 142, 709, 203]
work-description: পার্ট-০১ ঃ ক) দক্ষিণ নীলেরপাড়া মুরগীর ফার্ম পর্যন্ত রাস্তা সলিংকরণ খ) দক্ষিণ নীলেরপাড়া বাশিরুর ও নাসিরের বাড়ির রাস্তা সলিংকরণ। পার্ট-০২ ঃ ক) নীলেরপাড়া পুরাতন কলা বাগান মেইন রাস্তা হতে পশ্চিম দিকে আফজালের বাড়ির সলিং রাস্তা সিসিকরণ খ) নীলেরপাড়া সাইফুলের বাড়ির রাস্তা সিসিকরণ গ) মাহবুবের বাড়ির রাস্তা সিসিকরণ। পার্ট-০৩ ঃ নীলেরপাড়া ডিঃ রহমানের বাড়ির রাস্তা সিসিকরণ। পার্ট-০৪ ঃ ক) নীলেরপাড়া হাজী গ্রিল, থাইগ্লাস ও টাইলস নির্মাণ নীলেরপাড়া স্কুল রাস্তা হতে নাছির বাড়ীর রাস্তা হতে সাংবাদিক রফিকের বাড়ির রাস্তা সিসিকরণ খ) নীলেরপাড়া কাপেটিং রাস্তা হতে দক্ষিণ দিকে সাইফুলের বাড়ির রাস্তা সিসিকরণ গ) নীলেরপাড়া আলমগীর মাস্টারের বাড়ির রাস্তা সিসিকরণ ঘ) নীলেরপাড়া মরহুম আহসান মোল্লার বাড়ির রাস্তা সিসিকরণ ঙ) নীলেরপাড়া নয়ন সাহেবের বাড়ি হতে হাবিবুর রহমানের বাড়ির রাস্তা সিসিকরণ চ) নীলেরপাড়া মজিবুরের বাড়ি হতে পশ্চিম দিকে মাটির রাস্তা সিসিকরণ ছ) নীলেরপাড়া কেরামতের বাড়ির সলিং রাস্তা সিসিকরণ। [884, 1444, 1208, 1591]
estimated-cost: ১২০০০০০.০০ [463, 1297, 545, 1357]
package-code: GCC/Z- 03/02/20 17-18/R- 40 [58, 499, 115, 560]
estimated-cost: ৬২০০০০০.০০ [463, 1176, 545, 1237]
left-column [29, 22, 795, 1817]
work-description: ছোট দেওড়া বেতাড়ের দক্ষিণে বাড়ির রাস্তা ভরাট, রাজিয়া সুলতানা স্কুলের দক্ষিণ পূর্ব ও দক্ষিণ পশ্চিম পার্শ্বে দিয়া পশ্চিম দিকে আরসিসি প্যালাসাইডিংকরণ, সামান্তপুর পশ্চিম পাড়া আজহারের বাড়ির সলিং রাস্তা মেরামত এবং নতুন সলিং রাস্তা নির্মাণ, হাজীবাগ পূর্ব পাড়ার মাদবের বাড়ির রাস্তা হতে পূর্ব দিকে সলিং রাস্তা নির্মাণ, জোয়ানাপাড়া পাড়া রাস্তা মেরামত ও প্রশস্তকরণ, রাজিয়া সুলতানা স্কুল হতে বাজারের রাস্তা সিসিকরণ, জোড়া প্রবীনদের সাহেব ও বর চোরাবাজারর বাড়ি পর্যন্ত সলিং রাস্তা সিসিকরণ, ছোট দেওড়া বেরাড়ীর মাঠ হতে দক্ষিণ দিকে কাজী এর ডোবার রাস্তা সিসিকরণ, ঘোড়াশাল বাজারের বাড়ির সামনে হতে পূর্ব দিকে মানিক বাড়ির দক্ষিণ দিক থেকে আলমিন জামে মসজিদ পর্যন্ত রাস্তা সিসিকরণ। মোজাম্মেলের বাড়ির সামনে হতে সাজাইল বাড়ি হয়ে ফারহানা পর্যন্ত সলিং রাস্তা সিসিকরণ, ছোট দেওড়া দক্ষিণ দিকে সুলতানুর জলিলের বাড়ির রাস্তা সিসিকরণ। [115, 1541, 463, 1665]
tender-security: ২৬০০০.০০ [1295, 297, 1379, 374]
row-number: ৩৫ [29, 142, 58, 203]
table-row [803, 28, 1543, 187]
document-price: ২০০০.০০ [627, 423, 709, 499]
tender-table-left-body [29, 43, 796, 1817]
row-number: ৬৬ [803, 1332, 831, 1444]
work-description: পার্ট-০১ ঃ (ক) ছোট দেওড়া কাউন্সিলরের অফিসের পূর্ব পার্শ্বে দিয়ে উত্তর দিকে আবুলের বাড়ির রাস্তায় সলিং। (খ) সামান্তপুর অবদের বাড়ির সলিং হয়ে ওমর পুর্বে হাশেমের বাড়ির সলিং। (গ) সামান্তপুর পশ্চিমপাড়া প্রফেসর বাড়ির রাস্তা হতে উত্তরে মজিরের বাড়ির সলিং রাস্তা হতে দক্ষিণে লোকের বাড়ির সলিংকরণ। পার্ট-০২ ঃ কাউন্সিলর বাড়ীর পশ্চিম পার্শ্বে কাপেটিং রাস্তা হতে উত্তর দিকে বাসন গাছ এর কাজী বাড়ির রাস্তা মেরামত ও প্রশস্তকরণ। পার্ট-০৩ ঃ (ক) হাজীবাগ কাপেটিং রাস্তা হতে পূর্ব দিকে মুক্তিযোদ্ধা স্কুল মিয়ার বাড়ির সলিং রাস্তা মেরামত ও প্রশস্তকরণ। (খ) ছোট দেওড়া মুক্তিযোদ্ধা শাহর আলীর বাড়ির সলিং রাস্তা সিসিকরণ। পার্ট-০৪ ঃ ছোট দেওড়া (বাঁশতলা) শেষ মাথায় মনিরের দোকানের দক্ষিণ পার্শ্বে হাজী আবুল কাশেমের বাড়ি হইতে তোড়া পশ্চিম আনোয়ারের বাড়ির রাস্তা হয়ে উত্তর পার্শ্বে আরসিসি প্যালাসাইডিংকরণ, ছোট দেওড়া হাজী আইয়ুবের বাড়ির রাস্তা ও সলিং বাড়ির দক্ষিণপার্শ্বে আরসিসি প্যালাসাইডিংকরণ, তোড়া করিম সিকদারের বাড়ির সামনের পুকুরে আরসিসি প্যালাসাইডিংকরণ, ছোট দেওড়া হাফিজ বুখারী কোরআন হাফিজিয়া মাদ্রাসা ও এতিমখানার পুকুরের আরসিসি প্যালাসাইডিংকরণ। [884, 28, 1208, 187]
table-row [29, 363, 796, 423]
table-row [803, 1127, 1543, 1332]
completion-days: ১৫০ [709, 1664, 796, 1728]
tender-security: ৭৫০০০.০০ [545, 1039, 627, 1100]
row-number: ৫২ [29, 1357, 58, 1418]
work-description: কনিহাটে মজিবরের বাড়ী কাপেটিং রাজনৈতিক পশিমপাড়ে, উত্তর ছায়াবীথি চম্পদের বাড়ীর রাস্তা, জয়দেবপুর আদেশপাড়া, বোয়াইকাড়ী মিশুকের বাড়ী হতে উত্তর দিকে বাগবাড়ীর কাপেটিং রাস্তা পর্যন্ত, ছাগিনাল পাড়াপাড়া মিজানের বাড়ী বরদা নাসিরের বাড়ী, শশান সাইফুজ্জামানের বাড়ীর রাস্তা সিসিকরণ। [115, 1176, 463, 1237]
document-price: ২০০০.০০ [627, 1100, 709, 1176]
completion-days: ১৫০ [709, 940, 796, 1040]
tender-security: ৬৫০০০.০০ [545, 1541, 627, 1665]
document-price: ১৫০০.০০ [1379, 28, 1460, 187]
package-code: GCC/ Z- 03/02/ 2017- 18/R- 44 [58, 792, 115, 880]
tender-security: ৪৩০০০.০০ [1295, 28, 1379, 187]
tender-security: ৫০০০০.০০ [545, 671, 627, 732]
package-code: GCC/ Z- 03/02/ 2017- 18/R- 65 [831, 1127, 884, 1332]
work-description: পার্ট-০১ ঃ ক) রাজনৈতিক পশ্চিম পার্শ্বে মেইন রাস্তা হতে জসিমের বাড়ী পর্যন্ত (সোলিংকরণ খ) পুরাতন জেলখানা হতে মতিনের বাড়ী পর্যন্ত রাস্তা সিসিকরণ গ) উত্তর ছায়াবীথি কাজী সিরাজ উদ্দিন সেলানগর প্রাথমিক বিদ্যালয়ের ১ম তলা ভবন নির্মাণ ঘ) উত্তর ছায়াবীথি মেইন রাস্তা হতে হাজ্জিত্রর রহমান সাহেবের বাড়ী হতে ত্রিস্তালের বাড়ী পর্যন্ত রাস্তা সিসিকরণ। [115, 671, 463, 732]
estimated-cost: ৫৬০০০০০.০০ [463, 203, 545, 263]
row-number: ৫১ [29, 1297, 58, 1357]
document-price: ২০০০.০০ [627, 880, 709, 940]
row-number: ৩৭ [29, 263, 58, 363]
completion-days: ১৫০ [709, 1297, 796, 1357]
row-number: ৬৫ [803, 1127, 831, 1332]
row-number: ৪৩ [29, 731, 58, 792]
package-code: GCC/Z- 03/02/20 17- 18/R-35 [58, 142, 115, 203]
table-row [29, 423, 796, 499]
table-row [803, 915, 1543, 980]
estimated-cost: ২৫৫২০০০.০০ [463, 423, 545, 499]
package-code: GCC/ Z- 03/02/ 2017- 18/R- 34 [58, 43, 115, 143]
table-row [29, 142, 796, 203]
estimated-cost: ৩২০০০০০.০০ [1208, 1332, 1295, 1444]
table-row [803, 434, 1543, 569]
tender-security: ১৬০০০০.০০ [1295, 980, 1379, 1127]
continuation-footer: (এরপর ৭-এর পাতা দেখুন) [1260, 2334, 1387, 2348]
work-description: ক) বরদা এভ. মানিকের বাড়ীর রাস্তা সিসিকরণ খ) দক্ষিণ বরদা বিরোহের বাড়ীর রাস্তা সিসিকরণ গ) হাড়িনাল ফজলুল হক মোল্লার বাড়ী হতে মোল্লা বাড়ীর রাস্তা সিসিকরণ ঘ) দক্ষিণ বরদা জাহারর সাহেবের বাড়ীর রাস্তা সিসিকরণ ঙ) সাইনবোর্ড মেইন রোড হতে রেহেনার বাড়ী পর্যন্ত রাস্তা মাটি ভরাট। [115, 880, 463, 940]
document-price: ১০০০.০০ [627, 731, 709, 792]
tender-security: ৩০০০০.০০ [545, 1297, 627, 1357]
document-price: ২০০০.০০ [627, 1039, 709, 1100]
table-row [803, 186, 1543, 297]
package-code: GCC/ Z- 03/02/ 2017- 18/R- 66 [831, 1332, 884, 1444]
package-code: GCC/ Z- 03/02/ 2017- 18/R- 58 [831, 186, 884, 297]
table-row [29, 203, 796, 263]
row-number: ৫৮ [803, 186, 831, 297]
package-code: GCC/ Z- 03/02/ 2017- 18/R- 56 [58, 1728, 115, 1817]
document-price: ২০০০.০০ [627, 43, 709, 143]
package-code: GCC/Z- 03/02/20 17-18/ R-36 [58, 203, 115, 263]
table-row [29, 1664, 796, 1728]
completion-days: ১৫০ [1460, 297, 1543, 374]
package-code: GCC/ Z- 03/02/ 2017- 18/R- 53 [58, 1418, 115, 1541]
document-price: ২০০০.০০ [627, 1541, 709, 1665]
estimated-cost: ১৯১১০০০.০০ [463, 671, 545, 732]
completion-days: ১৫০ [709, 1237, 796, 1297]
tender-security: ১৬০০০০.০০ [545, 1100, 627, 1176]
package-code: GCC/Z- 03/02/20 17- 18/R-50 [58, 1237, 115, 1297]
row-number: ৬৪ [803, 980, 831, 1127]
work-description: পার্ট-০১ ঃ রাজবাড়ী রাস্তা আল্লু ও সাত্তারের বাড়ী, হাড়িনাল কেন্দ্রীয় মসজিদের সামনে সিসি রাস্তা মেরামতকরণ, রাজপাড়ী উত্তর পাড়া, পুরাতন জেলখানার রোড ও মুসলিমবাগ জমিজদীর নামে পিসি ও জুনিয়া সড়ক কালভার্ট সিসিকরণ। লেবুবাগান সংযোগ রাস্তায় আরসিসি প্যালাসাইডিংকরণ। পার্ট-০২ ঃ শশান রাস্তা হতে পূর্বদিকে হানিফের বাড়ীর রাস্তা সিসিকরণ। [115, 1237, 463, 1297]
completion-days: ১৫০ [1460, 1332, 1543, 1444]
tender-security: ৪৮০০০.০০ [1295, 186, 1379, 297]
estimated-cost: ৩০০০০০০.০০ [1208, 374, 1295, 434]
row-number: ৫৬ [29, 1728, 58, 1817]
row-number: ৪৬ [29, 940, 58, 1040]
table-row [29, 560, 796, 671]
row-number: ৩৯ [29, 423, 58, 499]
table-row [803, 1332, 1543, 1444]
tender-table-right [802, 27, 1543, 1591]
document-price: ২৫০০.০০ [1379, 980, 1460, 1127]
document-price: ২০০০.০০ [627, 1664, 709, 1728]
row-number: ৫০ [29, 1237, 58, 1297]
row-number: ৪৭ [29, 1039, 58, 1100]
document-price: ২০০০.০০ [1379, 1127, 1460, 1332]
completion-days: ১৫০ [709, 1728, 796, 1817]
completion-days: ১৫০ [709, 1418, 796, 1541]
package-code: GCC/Z- 03/02/20 17- 18/R-45 [58, 880, 115, 940]
table-row [803, 374, 1543, 434]
row-number: ৫৫ [29, 1664, 58, 1728]
table-row [29, 671, 796, 732]
estimated-cost: ২০০০০০০.০০ [463, 499, 545, 560]
row-number: ৬৩ [803, 915, 831, 980]
continuation-header: (৫-এর পাতার পর) [364, 24, 460, 39]
row-number: ৪৯ [29, 1176, 58, 1237]
completion-days: ১৫০ [709, 1176, 796, 1237]
package-code: GCC/Z- 03/02/20 17- 18/R-49 [58, 1176, 115, 1237]
work-description: বারি উচ্চ বিদ্যালয়ে দুইটি শ্রেণী কক্ষ নির্মাণ। [115, 499, 463, 560]
package-code: GCC/Z- 03/02/20 17-18/R- 52 [58, 1357, 115, 1418]
completion-days: ১৫০ [709, 142, 796, 203]
estimated-cost: ৬০০০০০০.০০ [463, 1100, 545, 1176]
document-price: ১৫০০.০০ [1379, 186, 1460, 297]
work-description: ছোট দেওড়া পূর্বপাড়া মরহুম মালেক এর বাড়ী হতে বি.আর এর বাড়ি হয়ে উত্তর উদ্দিনের বাড়ি পর্যন্ত মাটির রাস্তা নির্মাণ, সারপাড়া কাপেটিং রাস্তার চাল মিয়ার বাড়ির রাস্তা হতে পশ্চিম দিকে মাটির রাস্তা নির্মাণ, ছোট দেওড়া মতিউর রহমান বাড়ির মাটির রাস্তা নির্মাণ, কাজী বাড়ির সুলতান মিয়ার বাড়ির রাস্তা হতে বিশাল খালের দিকে মাটির রাস্তা নির্মাণ, ছোট দেওড়া বাহারুল আমান জামে মসজিদের বাড়ির রাস্তার ভরাট ও খালের পাশে আরসিসি প্যালাসাইডিংকরণ, ছোট দেওড়া অযাড়া সড়ক হতে হাজী চাঁদ মিয়ার বাড়ী হয়ে চট্টগ্রাম মাস্টারের বাড়ী পর্যন্ত মাটির রাস্তা নির্মাণ, সারপাড়া সড়ক থেকে সাত্তারের বাড়ী হয়ে জালাল মাস্টারের বাড়ির পাশ দিয়া সোলায়মান মেহেদীর বাড়ির পর্যন্ত রাস্তা মাটি দ্বারা উঁচুকরণ, দক্ষিণ ছোট দেওড়া কাজী মফিজুল ইসলামের বাড়ির সামনে হতে দক্ষিণ দিকে তুষিম উদ্দিনের বাড়ির রাস্তা মাটি দ্বারা উঁচুকরণ, চটপালপুর জামে মসজিদের রাস্তার মাটি দ্বারা উঁচুকরণ। [115, 1418, 463, 1541]
tender-security: ৬২০০০.০০ [1295, 1444, 1379, 1591]
completion-days: ১৫০ [709, 1541, 796, 1665]
document-price: ২০০০.০০ [627, 1418, 709, 1541]
document-price: ২০০০.০০ [627, 1237, 709, 1297]
estimated-cost: ১৮৮৩০০০.০০ [1208, 28, 1295, 187]
table-row [29, 1357, 796, 1418]
work-description: নোয়াগাঁও সাইনবোর্ড মতিনের বাড়ীর, মাসুদের বাড়ীর, হাড়িনাল উত্তর পাড়া ওয়াহ সাহেব সাহেবের বাড়ীর, কাজী হানিফ ভেকোরেটরের বাড়ীর, উত্তর ছায়াবীথি মনিরের বাড়ীর, হাড়িনাল দক্ষিণপাড়া ফুলনের বাড়ীর, সাহাপাড়া মোজাফরের বাড়ীর, দক্ষিণ বরদা রিয়াজের বাড়ীর, উত্তর ছায়াবীথি আসলাম সাহেবের বাড়ীর, শ্যামলের বাড়ীর, মিজানের বাড়ীর, লেবগাঁগা কবিরের বাড়ীর, সাহেবদের বাড়ী হতে রাজারের বাড়ী পর্যন্ত এবং রাজ বাড়ীর রাস্তা, পশ্চিম পাশের রোড ও প্রার মোহাম্মদের বাড়ীর রাস্তা সিসিকরণ। [115, 1100, 463, 1176]
row-number: ৬৭ [803, 1444, 831, 1591]
completion-days: ১৫০ [1460, 980, 1543, 1127]
tender-security: ১৮৫০০০.০০ [545, 940, 627, 1040]
work-description: পার্ট-০১ ঃ পেয়ারাবাগান-নীলেরপাড়া কাপেটিং রাস্তা হতে উত্তর দিকে মুক্তিযোদ্ধা মনছুর আলীর বাড়ি পর্যন্ত মাটির রাস্তা নির্মাণ। পার্ট-০২ ঃ ক) সদর হাসপাতাল হইতে কলের বাজার কাপেটিং রাস্তা হতে পূর্ব দিক হইতে চা-বাগান পর্যন্ত পূর্ব পার্শ্বে প্যালাসাইডিংকরণ খ) কাজী বাড়ী হইতে নালির কাপেটিং রাস্তা পর্যন্ত সলিং রাস্তা মেরামত। গ) সদর হাসপাতাল হতে কলের বাজার কাপেটিং রাস্তার পানি নিষ্কাশনের জন্য কাচা ড্রেন নির্মাণ ও পরিষ্কারকরণ। [884, 297, 1208, 374]
estimated-cost: ২১০০০০০.০০ [463, 363, 545, 423]
work-description: হাড়িনাল খোদেজা মার্কেটের দক্ষিণ কর্ণার হতে আকবরের বাড়ী পর্যন্ত এবং ওঃ শহিদুল্লাহর বাড়ী হতে ডাঃ পাবেলের বাড়ী পর্যন্ত মাটির রাস্তা নির্মাণ। [115, 731, 463, 792]
tender-security: ৪৮০০০.০০ [545, 499, 627, 560]
work-description: ক) জয়দেবপুর শান্তিপল্লী আবাসিক এলাকার রাস্তা (সেলিংকরণ খ) মধ্যপাড়া খোরশেদের বাড়ীর নিকট রাস্তা সিসিকরণ গ) জোড়পুকুর রাস্তা হতে উত্তর দিকে জনাব তোফাজ্জল সাহেবের বাড়ীর সংলগ্ন রাস্তা এবং পাশাপাশি ভবনের নিকট রাস্তা সিসিকরণ ঘ) জোড়পুকুর রাস্তা হতে উত্তর দিকে এলাহি মুন্সী সাহেবের বাড়ীর রাস্তা (সোলিং রাস্তা সিসিকরণ ঙ) হাড়িনাল মোহাম্মদ আলী সাহেবের বাড়ীর সামনে রাস্তা সিসিকরণ চ) জোড়পুকুর রাস্তা হতে উত্তর দিকে নজরুল ইসলাম সাহেবের বাড়ীর সোলিং রাস্তা সিসিকরণ ছ) দক্ষিণ বরদা ডাঃ মোজাম্মেল সাহেবের বাড়ীর সোলিং রাস্তা সিসিকরণ জ) উত্তর ছায়াবীথি নজিমুদ্দিন মেম্বার (সাবেক) বাড়ী হতে পশ্চিমদিকে আফজালের বাড়ী পর্যন্ত রাস্তা সিসিকরণ ঝ) উত্তর ছায়াবীথি নয়নের বাড়ীর রাস্তা সিসিকরণ ঞ) উত্তর ছায়াবীথি সিরাজ উদ্দিনের বাড়ীর সোলিং রাস্তা সিসিকরণ। [115, 560, 463, 671]
estimated-cost: ১০৯৮০০০.০০ [463, 1418, 545, 1541]
completion-days: ১৫০ [1460, 186, 1543, 297]
row-number: ৪৮ [29, 1100, 58, 1176]
estimated-cost: ৭১০০০০০.০০ [1208, 915, 1295, 980]
completion-days: ১৫০ [1460, 374, 1543, 434]
row-number: ৪০ [29, 499, 58, 560]
table-row [29, 880, 796, 940]
document-price: ২৫০০.০০ [1379, 915, 1460, 980]
completion-days: ১৫০ [709, 363, 796, 423]
package-code: GCC/ Z- 03/02/ 2017- 18/R- 63 [831, 915, 884, 980]
estimated-cost: ১৫৫৩০০০.০০ [463, 1728, 545, 1817]
estimated-cost: ২০৬১০০০.০০ [1208, 186, 1295, 297]
right-column [802, 27, 1542, 1591]
package-code: GCC/ Z- 03/02/ 2017- 18/R- 59 [831, 297, 884, 374]
tender-security: ১২২০০০.০০ [545, 423, 627, 499]
tender-security: ৭৪০০০.০০ [545, 1357, 627, 1418]
document-price: ২০০০.০০ [1379, 434, 1460, 569]
document-price: ২০০০.০০ [627, 1728, 709, 1817]
tender-security: ৭০০০০.০০ [1295, 374, 1379, 434]
tender-security: ১৬৫০০০.০০ [545, 1176, 627, 1237]
completion-days: ১৫০ [709, 203, 796, 263]
tender-security: ৪০০০০.০০ [545, 142, 627, 203]
package-code: GCC/ Z- 03/02/2 017- 18/R-60 [831, 374, 884, 434]
estimated-cost: ১৫৫৭০০০.০০ [463, 880, 545, 940]
package-code: GCC/Z- 03/02/20 17- 18/R-39 [58, 423, 115, 499]
tender-security: ২৫০০০.০০ [545, 731, 627, 792]
work-description: বাংলাদেশ কৃষি গবেষণা ইনস্টিটিউট স্কুলের বাউন্ডারী ওয়াল নির্মাণ। [115, 203, 463, 263]
estimated-cost: ৯৫৭৮০০০.০০ [1208, 569, 1295, 915]
completion-days: ১৫০ [709, 499, 796, 560]
estimated-cost: ২৫৭১২২০.০০ [463, 43, 545, 143]
row-number: ৫৪ [29, 1541, 58, 1665]
work-description: পার্ট-০১ ঃ (ক) ভবনপাড়া জব্বার বাড়ী, রাজ্জাকের বাড়ী, হাজীবাগ তালের, আমজাদ, জামাল, আমজাদ, আজাদ, আনারাকলীর বাড়ির রাস্তা সলিংকরণ। খ) সামান্তপুর কামাল ও লোকমান আলীর বাড়ির রাস্তা সলিংকরণ। গ) হাজীবাগ হতে ছোট দেওড়া পূর্ব পাড়া সংযোগ রাস্তায় সলিংকরণ। পার্ট-০২ ঃ এড. মোঃ ওয়াজ উদ্দিন মিয়ার বাড়ির রাস্তায় এবং ছোট দেওড়া আলী আকবরের বাড়ির রাস্তা উন্নয়ন এবং মাটি দ্বারা প্রশস্তকরণ। [884, 915, 1208, 980]
document-price: ২৫০০.০০ [1379, 569, 1460, 915]
package-code: GCC/ Z- 03/02/ 2017- 18/R- 62 [831, 569, 884, 915]
document-price: ২০০০.০০ [627, 263, 709, 363]
document-price: ২০০০.০০ [1379, 374, 1460, 434]
estimated-cost: ৪১০০০০০.০০ [463, 263, 545, 363]
top-rule [0, 5, 1568, 8]
completion-days: ১৫০ [709, 560, 796, 671]
document-price: ২০০০.০০ [627, 1176, 709, 1237]
top-rule-thin [0, 9, 1568, 10]
document-price: ২০০০.০০ [627, 560, 709, 671]
table-row [29, 1237, 796, 1297]
tender-security: ১১০০০০.০০ [545, 1664, 627, 1728]
table-row [29, 731, 796, 792]
package-code: GCC/ Z- 03/02/ 2017- 18/R- 67 [831, 1444, 884, 1591]
table-row [803, 980, 1543, 1127]
completion-days: ১৫০ [709, 1039, 796, 1100]
estimated-cost: ৩৩৬৬০০০.০০ [463, 560, 545, 671]
completion-days: ১৫০ [709, 43, 796, 143]
tender-security: ৫০০০০.০০ [545, 880, 627, 940]
